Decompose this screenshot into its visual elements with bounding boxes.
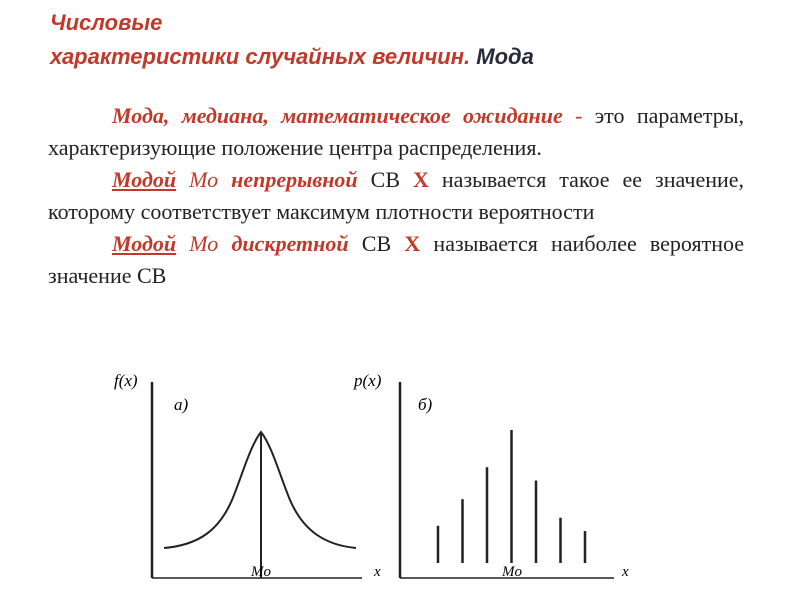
figure-discrete xyxy=(352,360,642,600)
paragraph-3-rest: называется наиболее вероятное значение СВ xyxy=(48,231,745,288)
paragraph-2-rest: называется такое ее значение, которому соответствует максимум плотности вероятности xyxy=(48,167,745,224)
modoy-term: Модой xyxy=(112,167,177,192)
title-line-2-text: характеристики случайных величин. xyxy=(50,44,471,69)
x-axis-label: x xyxy=(374,564,381,580)
mo-symbol: Мо xyxy=(189,167,219,192)
y-axis-label: f(x) xyxy=(114,371,138,390)
paragraph-1-rest: это параметры, характеризующие положение центра распределения. xyxy=(48,103,744,160)
modoy-term: Модой xyxy=(112,231,177,256)
discrete-distribution-plot xyxy=(352,360,642,595)
panel-label: б) xyxy=(418,395,433,414)
y-axis-label: p(x) xyxy=(354,371,382,390)
paragraph-discrete-mode xyxy=(48,228,744,292)
paragraph-parameters xyxy=(48,100,744,164)
terms-text: Мода, медиана, математическое ожидание xyxy=(112,103,563,128)
x-axis-label: x xyxy=(622,564,629,580)
paragraph-continuous-mode xyxy=(48,164,744,228)
sv-abbr: СВ xyxy=(361,231,392,256)
discrete-term: дискретной xyxy=(231,231,349,256)
title-line-2 xyxy=(50,40,534,74)
dash-text: - xyxy=(575,103,583,128)
mode-label: Mo xyxy=(502,564,522,580)
probability-bars xyxy=(438,430,585,563)
sv-abbr: СВ xyxy=(370,167,401,192)
continuous-density-plot xyxy=(104,360,394,595)
mode-label: Mo xyxy=(251,564,271,580)
title-line-1: Числовые xyxy=(50,10,163,35)
title-mode-word: Мода xyxy=(476,44,534,69)
x-symbol: X xyxy=(413,167,429,192)
continuous-term: непрерывной xyxy=(231,167,358,192)
panel-label: а) xyxy=(174,395,189,414)
body-text xyxy=(48,100,744,292)
x-symbol: X xyxy=(404,231,421,256)
figure-continuous xyxy=(104,360,394,600)
mo-symbol: Мо xyxy=(189,231,219,256)
page-title xyxy=(50,6,534,74)
